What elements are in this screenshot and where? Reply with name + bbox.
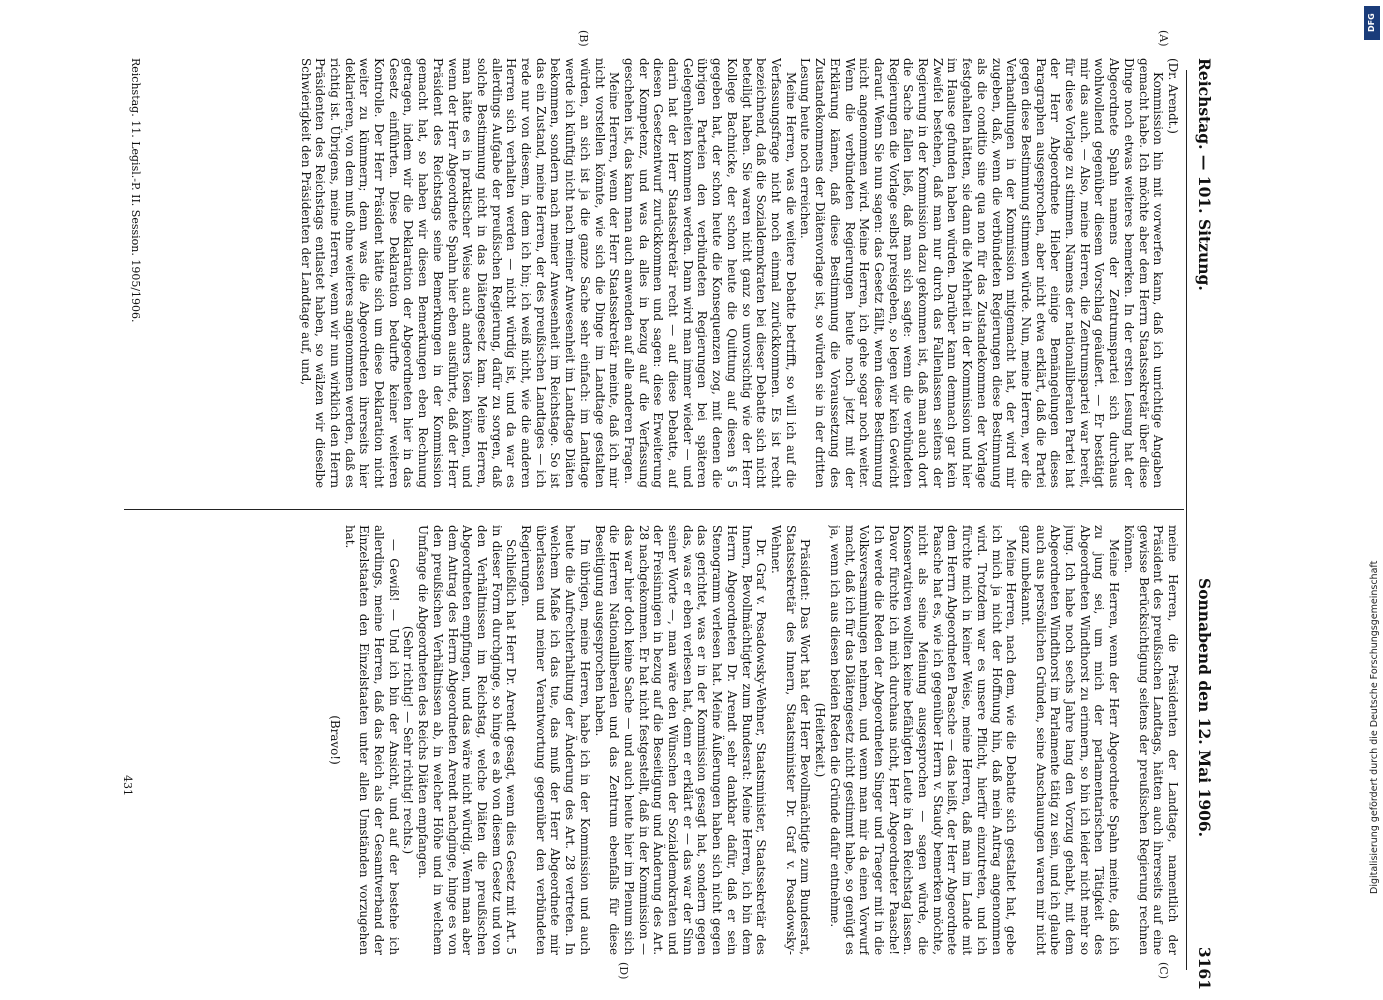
margin-mark-a: (A) [1157, 30, 1170, 47]
left-paragraph: Meine Herren, wenn der Herr Staatssekretär meinte, daß ich mir nicht vorstellen könnte, wie sich die Dinge im Landtage gestalten würden, an sich ist ja die ganze Sache sehr einfach: im Landtage werde ich künftig nicht nach meiner Anwesenheit im Landtage Diäten bekommen, sondern nach meiner Anwesenheit im Reichstage. So ist das ein Zustand, meine Herren, der des preußischen Landtages — ich rede nur von diesem, in dem ich bin; ich weiß nicht, wie die anderen Herren sich verhalten werden — nicht würdig ist, und da war es allerdings Aufgabe der preußischen Regierung, dafür zu sorgen, daß solche Bestimmung nicht in das Diätengesetz kam. Meine Herren, man hätte es in praktischer Weise auch anders lösen können, und wenn der Herr Abgeordnete Spahn hier eben ausführte, daß der Herr Präsident des Reichstags seine Bemerkungen in der Kommission gemacht hat, so haben wir diesen Bemerkungen eben Rechnung getragen, indem wir die Deklaration der Abgeordneten hier in das Gesetz einführten. Diese Deklaration bedurfte keiner weiteren Kontrolle. Der Herr Präsident hätte sich um diese Deklaration nicht weiter zu kümmern; denn was die Abgeordneten ihrerseits hier deklarieren, von dem muß ohne weiteres angenommen werden, daß es richtig ist. Übrigens, meine Herren, wenn wir nun wirklich den Herrn Präsidenten des Reichstags entlastet haben, so wälzen wir dieselbe Schwierigkeit den Präsidenten der Landtage auf, und, [298, 58, 622, 488]
right-column [120, 525, 1180, 955]
dfg-logo: DFG [1364, 6, 1380, 40]
interjection: (Heiterkeit.) [813, 702, 828, 778]
right-paragraph: meine Herren, die Präsidenten der Landtage, namentlich der Präsident des preußischen Landtags, hätten auch ihrerseits auf eine gewisse Berücksichtigung seitens der preußischen Regierung rechnen können. [1121, 525, 1180, 955]
dfg-credit-strip [1361, 0, 1383, 1000]
header-date: Sonnabend den 12. Mai 1906. [1195, 578, 1214, 838]
right-paragraph: — Gewiß! — Und ich bin der Ansicht, und auf der bestehe ich allerdings, meine Herren, daß das Reich als der Gesamtverband der Einzelstaaten den Einzelstaaten unter allen Umständen vorzugehen hat. [342, 525, 401, 955]
right-paragraph: Meine Herren, wenn der Herr Abgeordnete Spahn meinte, daß ich zu jung sei, um mich der parlamentarischen Tätigkeit des Abgeordneten Windthorst zu erinnern, so bin ich leider nicht mehr so jung. Ich habe noch sechs Jahre lang den Vorzug gehabt, mit dem Abgeordneten Windthorst im Parlamente tätig zu sein, und ich glaube auch aus persönlichen Gründen, seine Anschauungen waren mir nicht ganz unbekannt. [1018, 525, 1122, 955]
page-footer: Reichstag. 11. Legisl.-P. II. Session. 1905/1906. [129, 58, 142, 323]
bottom-page-number: 431 [121, 775, 134, 796]
left-paragraph: Kommission hin mit vorwerfen kann, daß ich unrichtige Angaben gemacht habe. Ich möchte aber dem Herrn Staatssekretär über diese Dinge noch etwas weiteres bemerken. In der ersten Lesung hat der Abgeordnete Spahn namens der Zentrumspartei sich durchaus wohlwollend gegenüber diesem Vorschlag geäußert. — Er bestätigt mir das auch. — Also, meine Herren, die Zentrumspartei war bereit, für diese Vorlage zu stimmen. Namens der nationalliberalen Partei hat der Herr Abgeordnete Hieber einige Bemängelungen dieses Paragraphen ausgesprochen, aber nicht etwa erklärt, daß die Partei gegen diese Bestimmung stimmen würde. Nun, meine Herren, wer die Verhandlungen in der Kommission mitgemacht hat, der wird mir zugeben, daß, wenn die verbündeten Regierungen diese Bestimmung als die conditio sine qua non für das Zustandekommen der Vorlage festgehalten hätten, sie dann die Mehrheit in der Kommission und hier im Hause gefunden haben würden. Darüber kann demnach gar kein Zweifel bestehen, daß man nur durch das Fallenlassen seitens der Regierung in der Kommission dazu gekommen ist, daß man auch dort die Sache fallen ließ, daß man sich sagte: wenn die verbündeten Regierungen die Vorlage selbst preisgeben, so legen wir kein Gewicht darauf. Wenn Sie nun sagen: das Gesetz fällt, wenn diese Bestimmung nicht angenommen wird. Meine Herren, ich gehe sogar noch weiter. Wenn die verbündeten Regierungen heute noch jetzt mit der Erklärung kämen, daß diese Bestimmung die Voraussetzung des Zustandekommens der Diätenvorlage ist, so würden sie in der dritten Lesung heute noch erreichen. [798, 58, 1166, 488]
left-paragraph: Meine Herren, was die weitere Debatte betrifft, so will ich auf die Verfassungsfrage nicht noch einmal zurückkommen. Es ist recht bezeichnend, daß die Sozialdemokraten bei dieser Debatte sich nicht beteiligt haben. Sie waren nicht ganz so unvorsichtig wie der Herr Kollege Bachnicke, der schon heute die Quittung auf diesen § 5 gegeben hat, der schon heute die Konsequenzen zog, mit denen die übrigen Parteien den verbündeten Regierungen bei späteren Gelegenheiten kommen werden. Dann wird man immer wieder — und darin hat der Herr Staatssekretär recht — auf diese Debatte, auf diesen Gesetzentwurf zurückkommen und sagen: diese Erweiterung der Kompetenz, und was da alles in bezug auf die Verfassung geschehen ist, das kann man auch anwenden auf alle anderen Fragen. [621, 58, 798, 488]
right-paragraph: Schließlich hat Herr Dr. Arendt gesagt, wenn dies Gesetz mit Art. 5 in dieser Form durchginge, so hinge es ab von diesem Gesetz und von den Verhältnissen im Reichstag, welche Diäten die preußischen Abgeordneten empfingen, und das wäre nicht würdig. Wenn man aber dem Antrag des Herrn Abgeordneten Arendt nachginge, hinge es von den preußischen Verhältnissen ab, in welcher Höhe und in welchem Umfange die Abgeordneten des Reichs Diäten empfangen. [416, 525, 519, 955]
right-paragraph: Dr. Graf v. Posadowsky-Wehner, Staatsminister, Staatssekretär des Innern, Bevollmächtigter zum Bundesrat: Meine Herren, ich bin dem Herrn Abgeordneten Dr. Arendt sehr dankbar dafür, daß er sein Stenogramm verlesen hat. Meine Äußerungen haben sich nicht gegen das gerichtet, was er in der Kommission gesagt hat, sondern gegen das, was er eben verlesen hat, denn er erklärt er — das war der Sinn seiner Worte —, man wäre den Wünschen der Sozialdemokraten und der Freisinnigen in bezug auf die Beseitigung und Änderung des Art. 28 nachgekommen. Er hat nicht festgestellt, daß in der Kommission — das war hier doch keine Sache — und auch heute hier im Plenum sich die Herren Nationalliberalen und das Zentrum ebenfalls für diese Beseitigung ausgesprochen haben. [592, 525, 769, 955]
interjection: (Sehr richtig! — Sehr richtig! rechts.) [401, 625, 416, 855]
left-column [120, 58, 1180, 488]
speaker-tag: (Dr. Arendt.) [1166, 58, 1180, 134]
right-paragraph: Präsident: Das Wort hat der Herr Bevollmächtigte zum Bundesrat, Staatssekretär des Innern, Staatsminister Dr. Graf v. Posadowsky-Wehner. [769, 525, 813, 955]
margin-mark-d: (D) [617, 962, 630, 980]
header-rule [1186, 70, 1187, 970]
column-divider [124, 509, 1184, 510]
right-paragraph: Im übrigen, meine Herren, habe ich in der Kommission und auch heute die Aufrechterhaltung der Änderung des Art. 28 vertreten. In welchem Maße ich das tue, das muß der Herr Abgeordnete mir überlassen und meiner Verantwortung gegenüber den verbündeten Regierungen. [519, 525, 592, 955]
margin-mark-c: (C) [1157, 962, 1170, 979]
page-header [1190, 58, 1214, 990]
right-paragraph: Meine Herren, nach dem, wie die Debatte sich gestaltet hat, gebe ich mich ja nicht der Hoffnung hin, daß mein Antrag angenommen wird. Trotzdem war es unsere Pflicht, hierfür einzutreten, und ich fürchte mich in keiner Weise, meine Herren, daß man im Lande mit dem Herrn Abgeordneten Paasche — das heißt, der Herr Abgeordnete Paasche hat es, wie ich gegenüber Herrn v. Staudy bemerken möchte, nicht als seine Meinung ausgesprochen — sagen würde, die Konservativen wollten keine befähigten Leute in den Reichstag lassen. Davor fürchte ich mich durchaus nicht, Herr Abgeordneter Paasche! Ich werde die Reden der Abgeordneten Singer und Traeger mit in die Volksversammlungen nehmen, und wenn man mir da einen Vorwurf macht, daß ich für das Diätengesetz nicht gestimmt habe, so genügt es ja, wenn ich aus diesen beiden Reden die Gründe dafür entnehme. [827, 525, 1019, 955]
header-page-number: 3161 [1195, 946, 1214, 990]
dfg-credit-text: Digitalisierung gefördert durch die Deutsche Forschungsgemeinschaft [1369, 560, 1380, 894]
margin-mark-b: (B) [577, 30, 590, 47]
interjection: (Bravo!) [327, 715, 342, 765]
header-session: Reichstag. — 101. Sitzung. [1195, 58, 1214, 291]
